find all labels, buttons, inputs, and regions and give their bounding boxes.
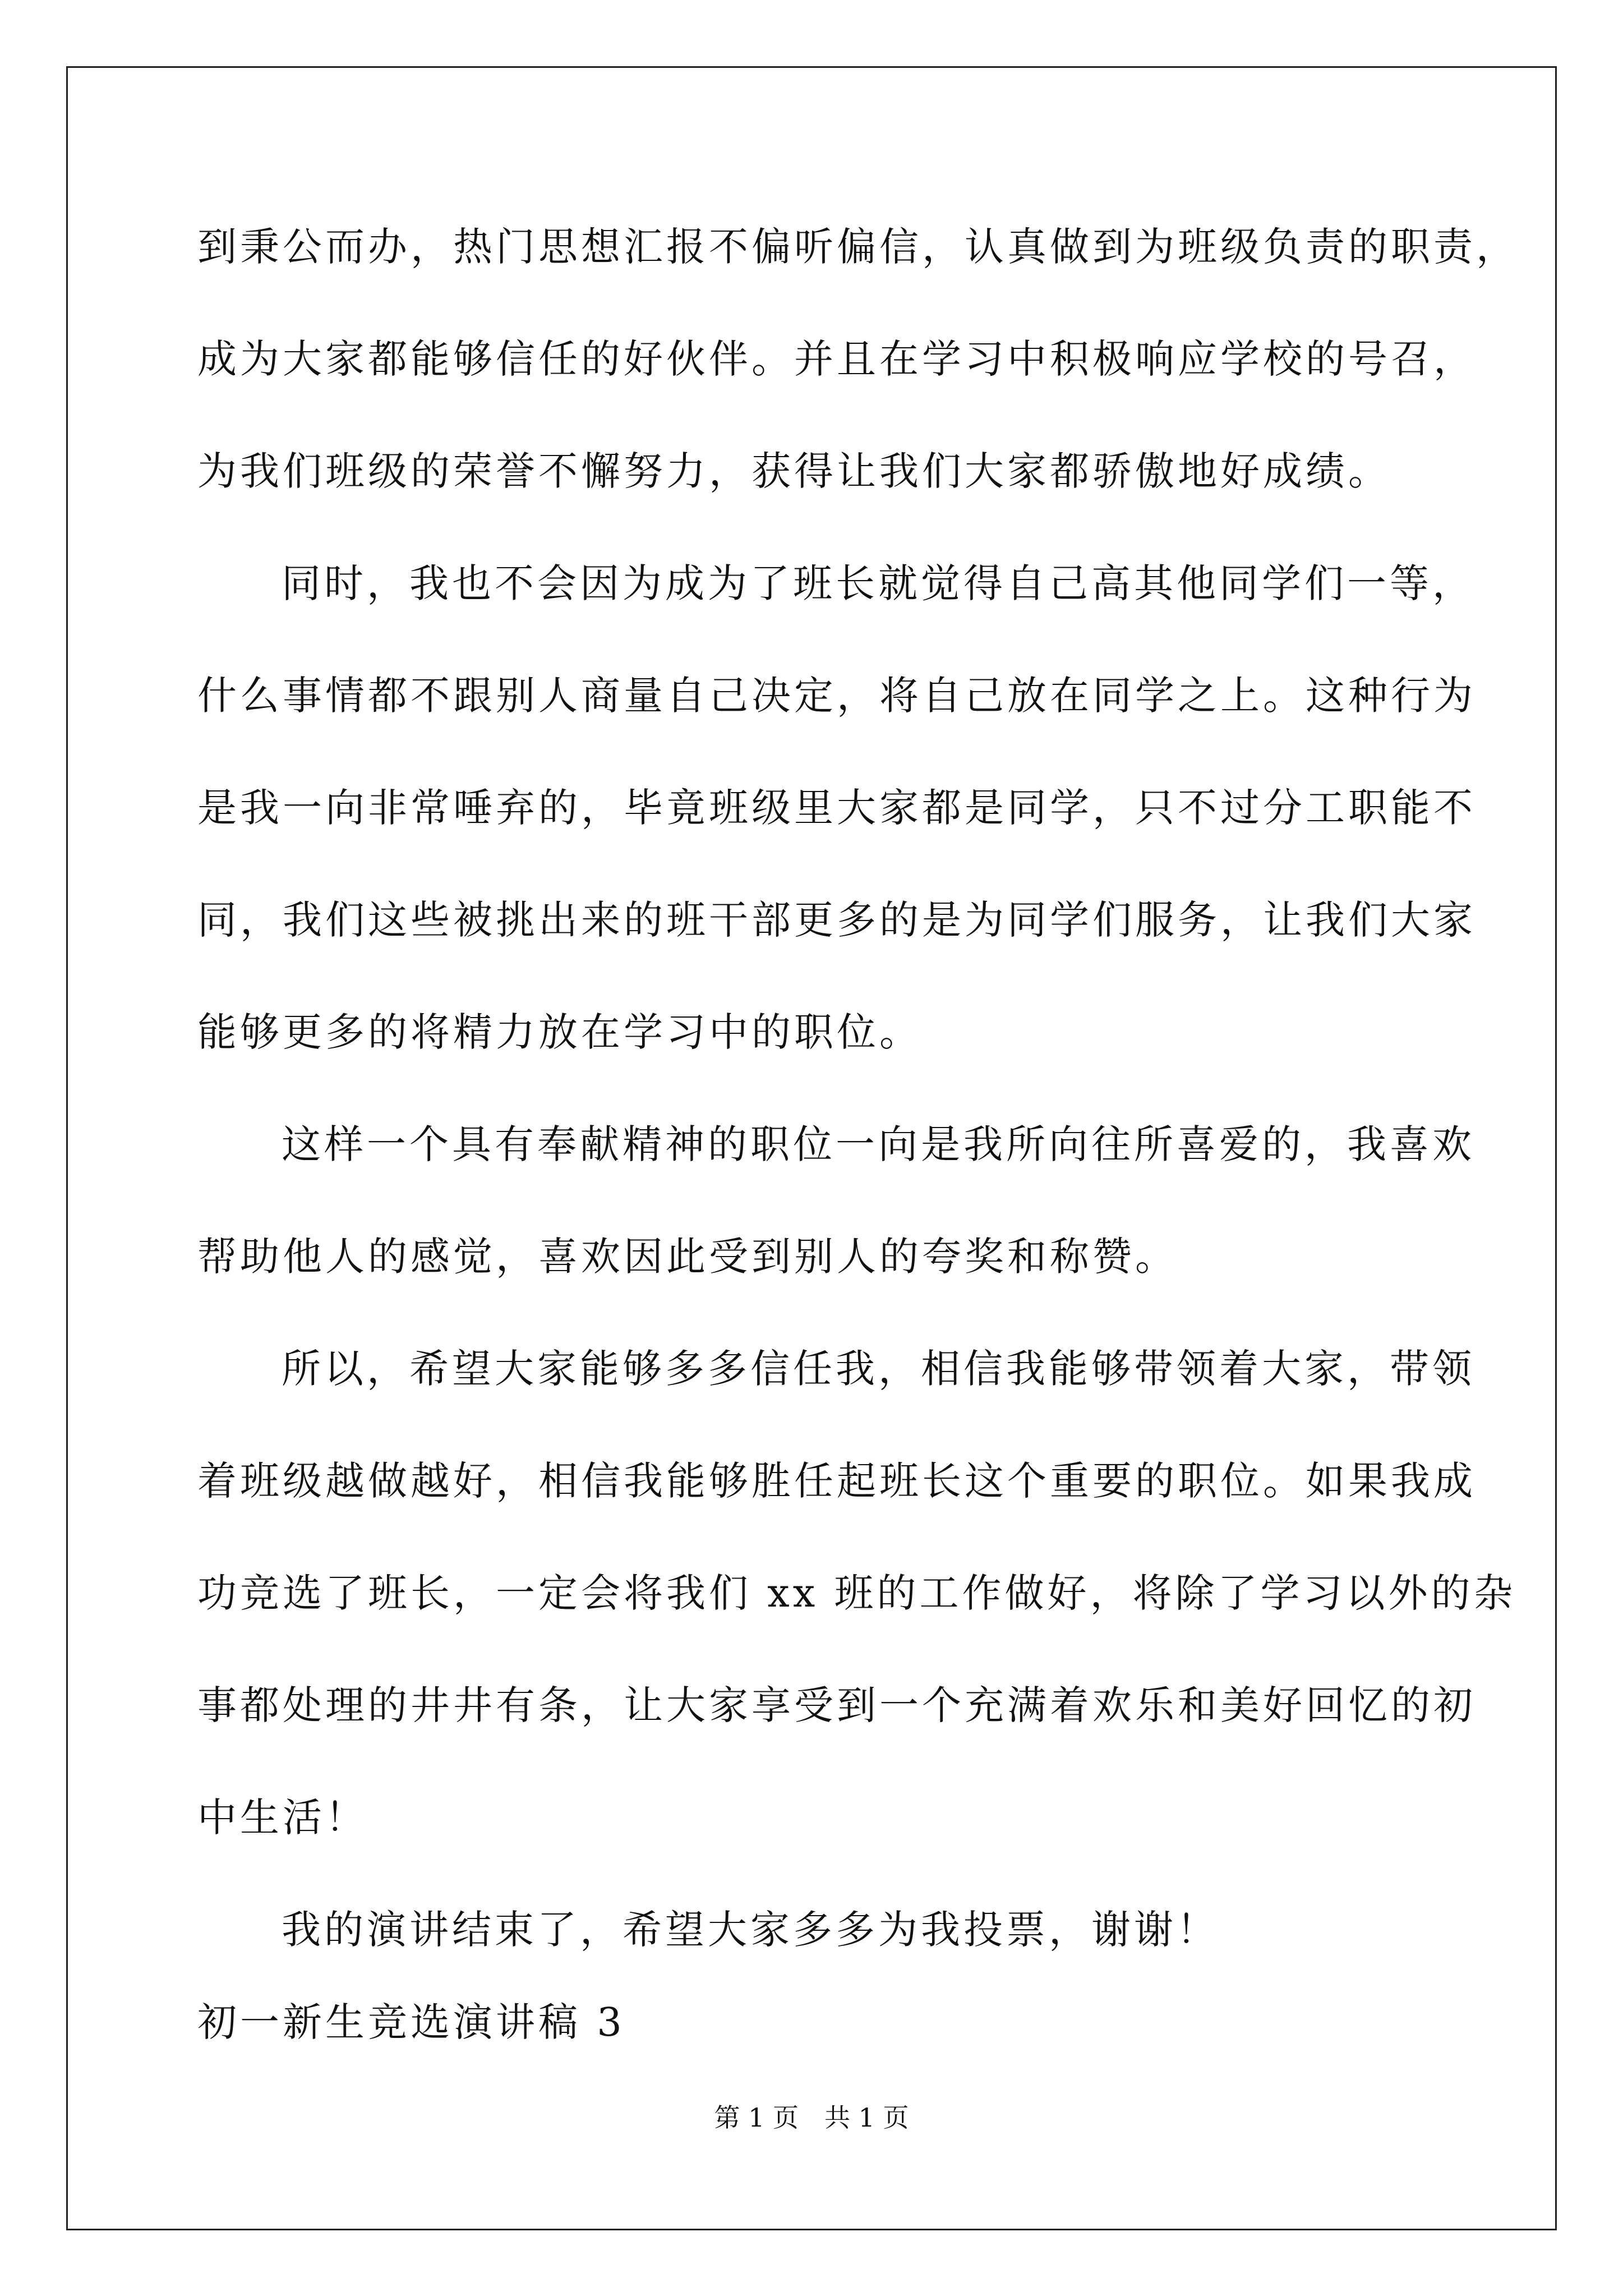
paragraph-line: 着班级越做越好，相信我能够胜任起班长这个重要的职位。如果我成: [197, 1458, 1476, 1504]
paragraph-line: 成为大家都能够信任的好伙伴。并且在学习中积极响应学校的号召，: [197, 336, 1476, 382]
paragraph-line: 同时，我也不会因为成为了班长就觉得自己高其他同学们一等，: [282, 560, 1475, 606]
section-heading: 初一新生竞选演讲稿 3: [197, 1999, 625, 2045]
paragraph-line: 同，我们这些被挑出来的班干部更多的是为同学们服务，让我们大家: [197, 897, 1476, 943]
paragraph-line: 所以，希望大家能够多多信任我，相信我能够带领着大家，带领: [282, 1346, 1475, 1392]
paragraph-line: 我的演讲结束了，希望大家多多为我投票，谢谢！: [282, 1907, 1219, 1953]
paragraph-line: 到秉公而办，热门思想汇报不偏听偏信，认真做到为班级负责的职责，: [197, 224, 1519, 270]
paragraph-line: 这样一个具有奉献精神的职位一向是我所向往所喜爱的，我喜欢: [282, 1121, 1475, 1167]
paragraph-line: 是我一向非常唾弃的，毕竟班级里大家都是同学，只不过分工职能不: [197, 785, 1476, 831]
paragraph-line: 中生活！: [197, 1795, 368, 1841]
paragraph-line: 能够更多的将精力放在学习中的职位。: [197, 1009, 922, 1055]
paragraph-line: 功竞选了班长，一定会将我们 xx 班的工作做好，将除了学习以外的杂: [197, 1570, 1516, 1616]
paragraph-line: 为我们班级的荣誉不懈努力，获得让我们大家都骄傲地好成绩。: [197, 448, 1391, 494]
page-footer: 第 1 页 共 1 页: [714, 2102, 909, 2133]
paragraph-line: 什么事情都不跟别人商量自己决定，将自己放在同学之上。这种行为: [197, 673, 1476, 719]
paragraph-line: 帮助他人的感觉，喜欢因此受到别人的夸奖和称赞。: [197, 1234, 1178, 1280]
paragraph-line: 事都处理的井井有条，让大家享受到一个充满着欢乐和美好回忆的初: [197, 1682, 1476, 1728]
